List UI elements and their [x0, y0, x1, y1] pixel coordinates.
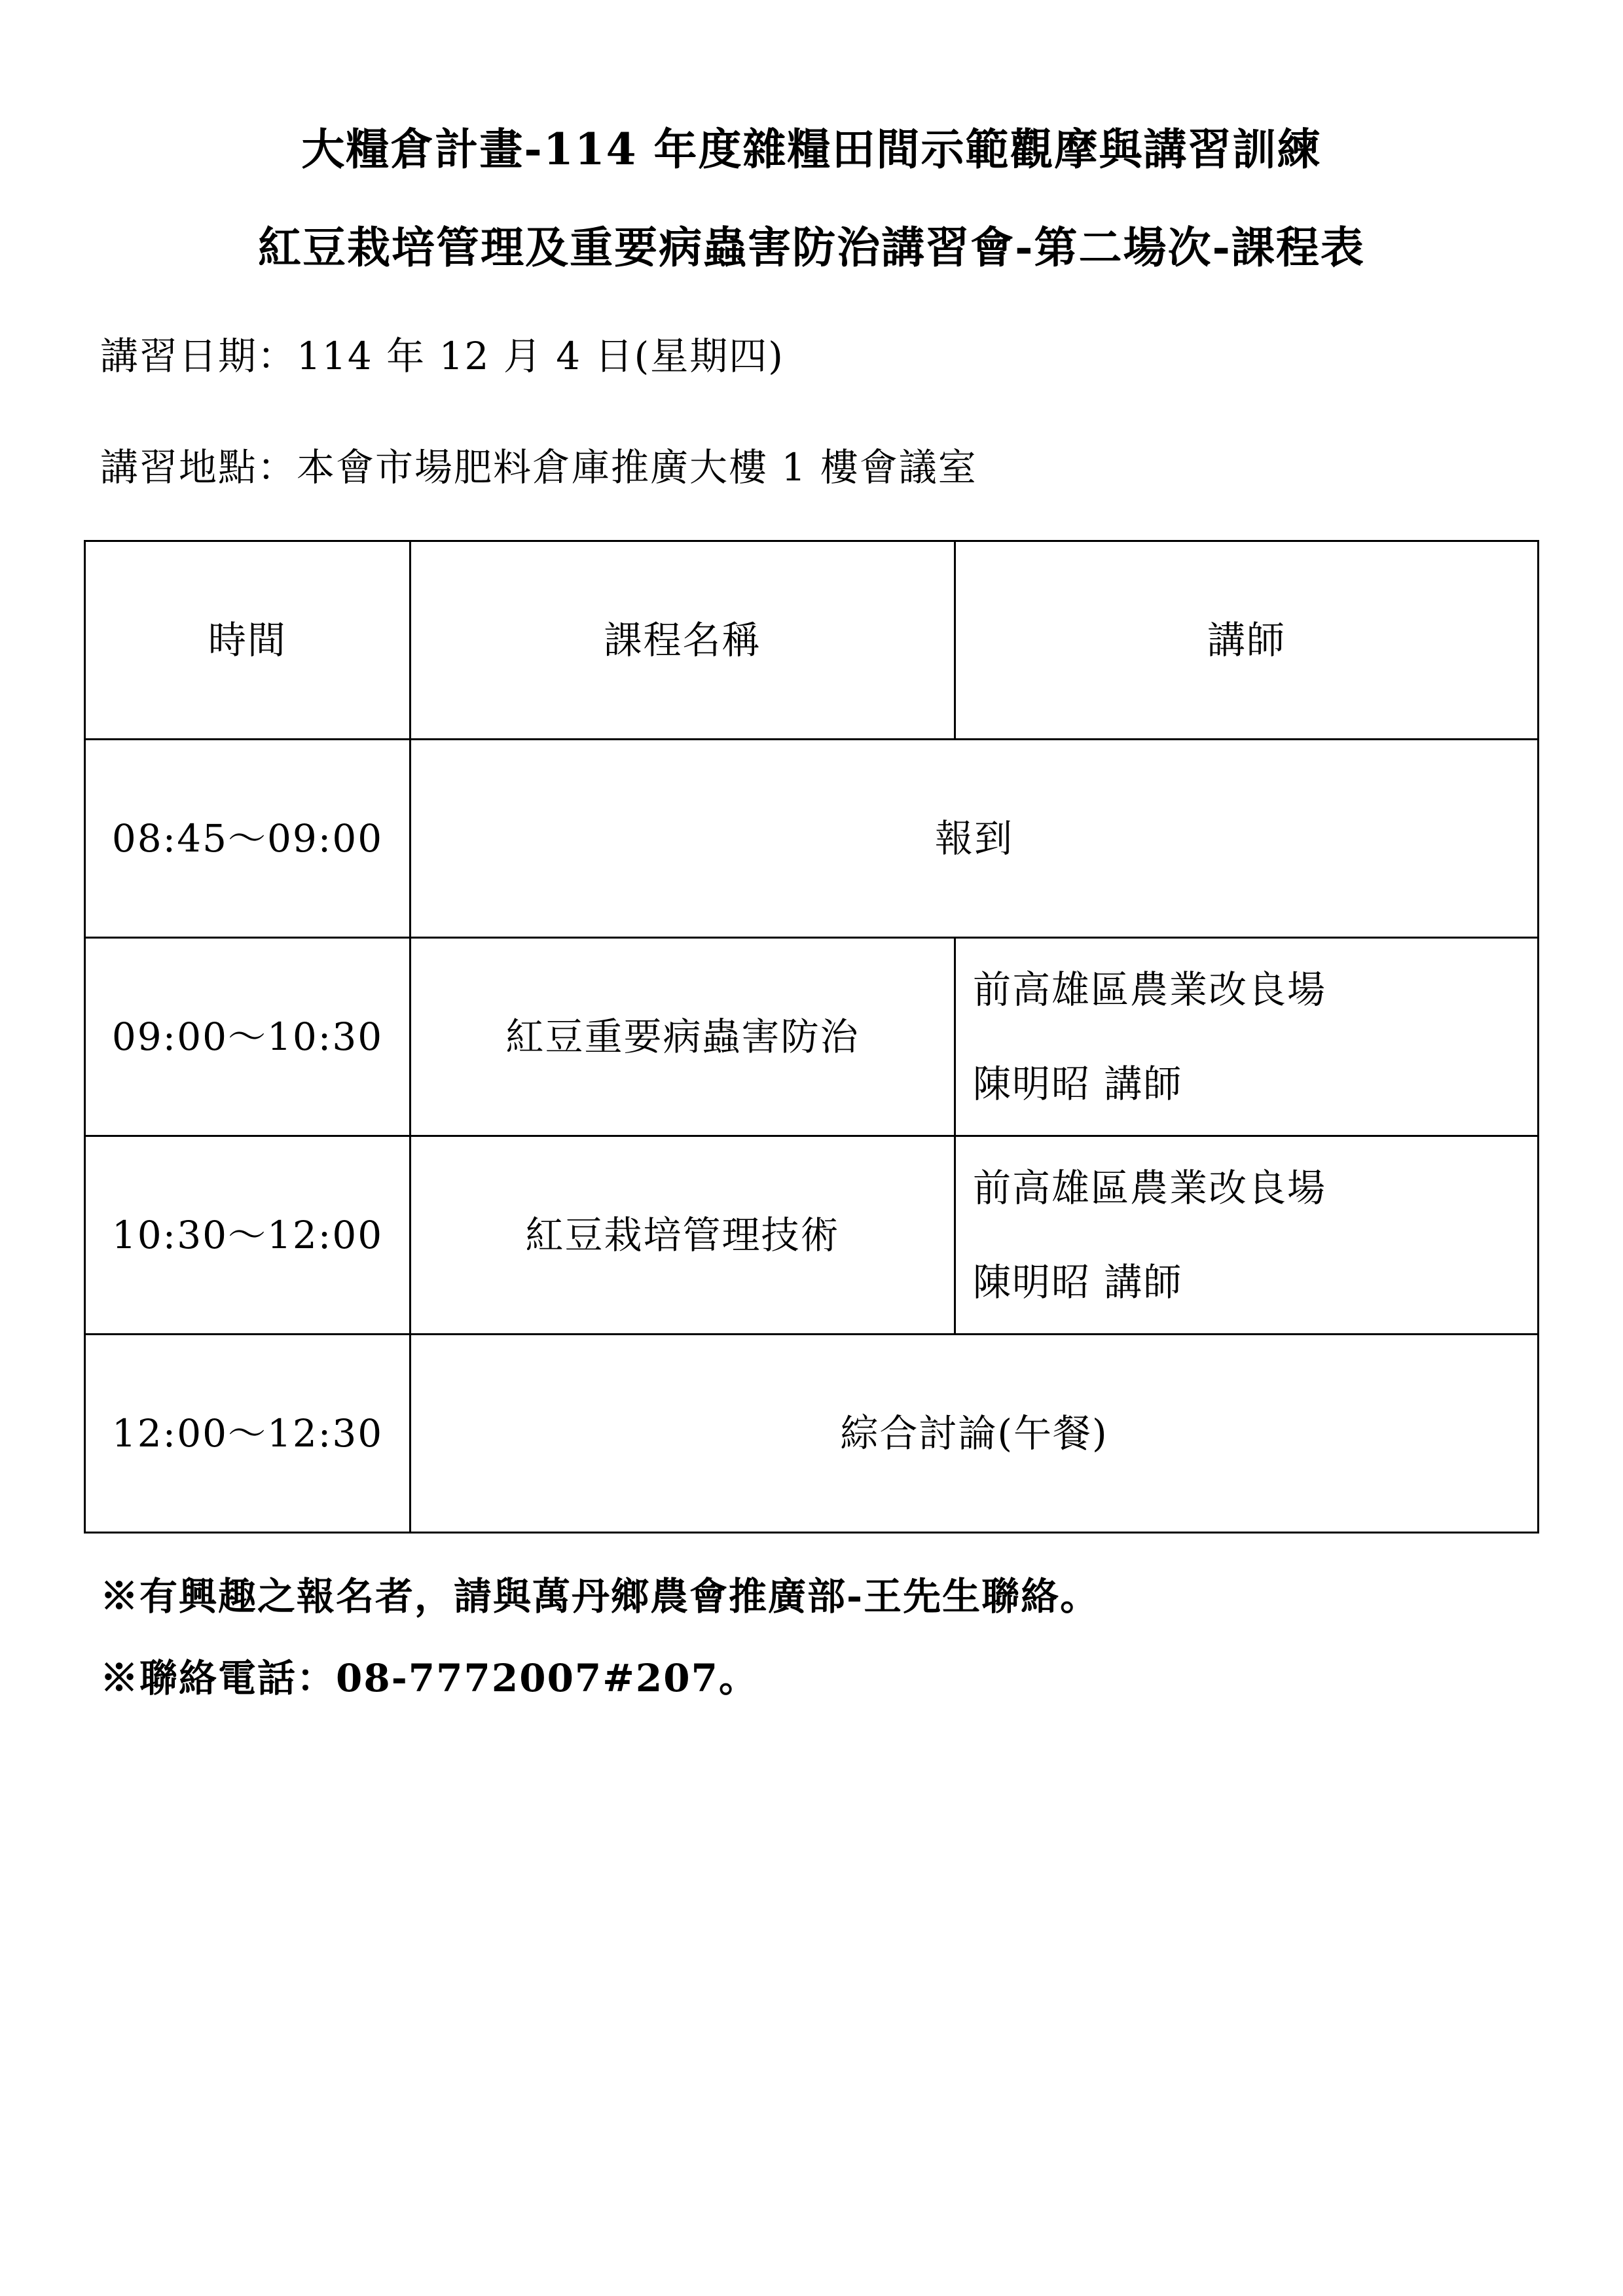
schedule-table: [84, 540, 1539, 1534]
teacher-name: 陳明昭 講師: [973, 1062, 1183, 1106]
row-course: 紅豆栽培管理技術: [410, 1136, 955, 1335]
teacher-name: 陳明昭 講師: [973, 1260, 1183, 1304]
training-location: [100, 445, 977, 490]
table-header-row: [85, 541, 1539, 740]
header-course: 課程名稱: [410, 541, 955, 740]
row-teacher: [955, 938, 1539, 1136]
place-label: 講習地點：: [100, 445, 297, 490]
table-row: [85, 1335, 1539, 1533]
row-time: 10:30～12:00: [85, 1136, 410, 1335]
teacher-organization: 前高雄區農業改良場: [973, 967, 1327, 1012]
place-value: 本會市場肥料倉庫推廣大樓 1 樓會議室: [297, 445, 977, 490]
table-row: [85, 938, 1539, 1136]
header-teacher: 講師: [955, 541, 1539, 740]
document-subtitle: 紅豆栽培管理及重要病蟲害防治講習會-第二場次-課程表: [258, 222, 1365, 273]
registration-note: ※有興趣之報名者，請與萬丹鄉農會推廣部-王先生聯絡。: [100, 1574, 1100, 1619]
date-value: 114 年 12 月 4 日(星期四): [297, 334, 784, 378]
training-date: [100, 334, 784, 378]
row-course: 綜合討論(午餐): [410, 1335, 1539, 1533]
document-title: 大糧倉計畫-114 年度雜糧田間示範觀摩與講習訓練: [301, 124, 1322, 175]
contact-phone-note: ※聯絡電話：08-7772007#207。: [100, 1656, 758, 1700]
row-time: 12:00～12:30: [85, 1335, 410, 1533]
row-teacher: [955, 1136, 1539, 1335]
row-course: 紅豆重要病蟲害防治: [410, 938, 955, 1136]
table-row: [85, 1136, 1539, 1335]
row-time: 08:45～09:00: [85, 740, 410, 938]
teacher-organization: 前高雄區農業改良場: [973, 1166, 1327, 1210]
row-course: 報到: [410, 740, 1539, 938]
row-time: 09:00～10:30: [85, 938, 410, 1136]
table-row: [85, 740, 1539, 938]
header-time: 時間: [85, 541, 410, 740]
date-label: 講習日期：: [100, 334, 297, 378]
